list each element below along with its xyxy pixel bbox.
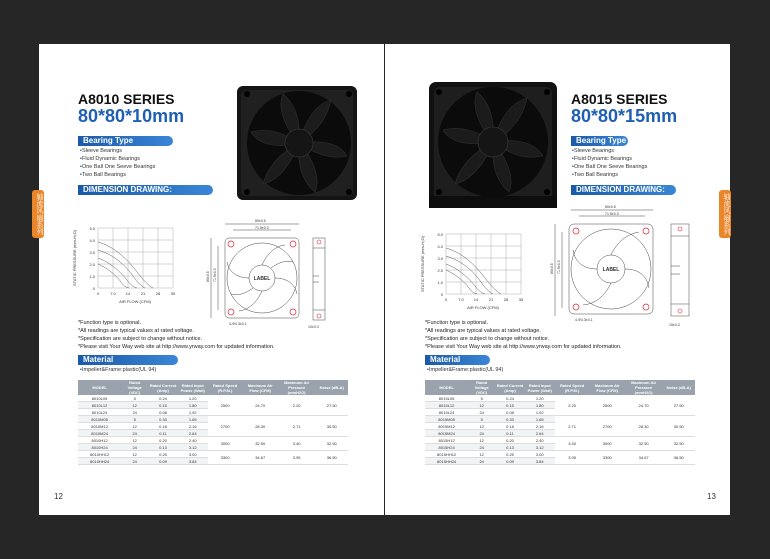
table-cell: 0.33 <box>148 416 178 423</box>
table-cell: 3.84 <box>525 458 555 465</box>
table-cell: 2.71 <box>278 416 316 437</box>
table-row <box>425 437 695 444</box>
dim-label: 10±0.3 <box>308 325 319 329</box>
table-cell: 3.40 <box>555 437 590 451</box>
table-cell: 2700 <box>590 416 625 437</box>
column-header: Rated Voltage (VDC) <box>121 380 148 395</box>
table-cell: 2.16 <box>178 423 208 430</box>
bearing-item: ▪ One Ball One Seeve Bearings <box>80 163 155 171</box>
x-tick: 35 <box>518 297 524 302</box>
column-header: Rated Voltage (VDC) <box>468 380 495 395</box>
table-cell: 32.50 <box>625 437 663 451</box>
y-tick: 2.0 <box>89 262 95 267</box>
table-cell: 3.00 <box>178 451 208 458</box>
y-axis-label: STATIC PRESSURE (mm-H₂O) <box>420 235 425 293</box>
column-header: Maximum Air Flow (CFM) <box>590 380 625 395</box>
front-view-drawing <box>549 204 659 326</box>
table-cell: 36.50 <box>663 451 695 465</box>
table-cell: 8010L05 <box>78 395 121 402</box>
series-dimensions: 80*80*15mm <box>571 106 678 126</box>
table-cell: 5 <box>121 416 148 423</box>
y-tick: 3.0 <box>437 256 443 261</box>
dim-label: 71.5±0.3 <box>255 226 269 230</box>
bearing-type-header: Bearing Type <box>571 136 628 146</box>
dim-label: 4-Φ4.3±0.1 <box>229 322 247 326</box>
table-cell: 3.00 <box>525 451 555 458</box>
table-row <box>78 451 348 458</box>
column-header: Rated Input Power (Watt) <box>178 380 208 395</box>
table-cell: 30.50 <box>663 416 695 437</box>
table-cell: 3.84 <box>178 458 208 465</box>
x-axis-label: AIR FLOW (CFM) <box>119 299 151 304</box>
table-cell: 24 <box>121 458 148 465</box>
y-tick: 2.0 <box>437 268 443 273</box>
bearing-item: ▪ Two Ball Bearings <box>572 171 647 179</box>
table-cell: 8015L12 <box>425 402 468 409</box>
x-tick: 14 <box>125 291 131 296</box>
side-tab: 轴流风扇系列 <box>719 190 731 238</box>
table-cell: 0.08 <box>495 409 525 416</box>
table-cell: 2.64 <box>178 430 208 437</box>
y-tick: 5.0 <box>437 232 443 237</box>
table-cell: 0.15 <box>148 402 178 409</box>
table-cell: 28.30 <box>243 416 278 437</box>
table-row <box>425 451 695 458</box>
table-cell: 34.67 <box>243 451 278 465</box>
notes-block <box>425 319 622 351</box>
pq-chart <box>415 226 527 312</box>
note-line: *All readings are typical values at rated voltage. <box>78 328 194 334</box>
bearing-item: ▪ Sleeve Bearings <box>80 147 155 155</box>
table-cell: 8010H24 <box>78 444 121 451</box>
table-cell: 1.20 <box>525 395 555 402</box>
table-cell: 24 <box>468 458 495 465</box>
table-cell: 1.80 <box>178 402 208 409</box>
table-cell: 12 <box>468 437 495 444</box>
table-cell: 1.92 <box>178 409 208 416</box>
column-header: Maximum Air Pressure (mmH2O) <box>625 380 663 395</box>
table-cell: 8015M24 <box>425 430 468 437</box>
note-line: *Please visit Your Way web site at http://www.yrway.com for updated information. <box>425 344 622 350</box>
table-cell: 2.16 <box>525 423 555 430</box>
fan-label: LABEL <box>253 276 271 282</box>
table-cell: 12 <box>468 451 495 458</box>
note-line: *All readings are typical values at rated voltage. <box>425 328 541 334</box>
table-cell: 1.80 <box>525 402 555 409</box>
dimension-drawing-header: DIMENSION DRAWING: <box>571 185 676 195</box>
column-header: MODEL <box>425 380 468 395</box>
x-tick: 0 <box>96 291 100 296</box>
bearing-item: ▪ Fluid Dynamic Bearings <box>80 155 155 163</box>
table-cell: 8010HH12 <box>78 451 121 458</box>
table-cell: 8010M12 <box>78 423 121 430</box>
table-cell: 0.13 <box>495 444 525 451</box>
column-header: Rated Speed (R.P.M.) <box>208 380 243 395</box>
table-cell: 12 <box>468 402 495 409</box>
table-cell: 0.25 <box>148 451 178 458</box>
table-cell: 5 <box>468 395 495 402</box>
table-cell: 0.20 <box>495 437 525 444</box>
x-tick: 21 <box>140 291 146 296</box>
table-cell: 12 <box>468 423 495 430</box>
table-cell: 27.50 <box>663 395 695 416</box>
note-line: *Function type is optional. <box>78 320 141 326</box>
dim-label: 15±0.3 <box>669 323 680 327</box>
catalog-page-left <box>39 44 384 515</box>
table-cell: 8015L24 <box>425 409 468 416</box>
table-cell: 1.20 <box>178 395 208 402</box>
x-tick: 7.0 <box>110 291 116 296</box>
page-number: 12 <box>54 492 63 501</box>
dim-label: 80±0.5 <box>255 219 266 223</box>
bearing-list <box>572 147 647 179</box>
x-tick: 28 <box>503 297 509 302</box>
table-cell: 3.12 <box>178 444 208 451</box>
front-view-drawing <box>205 218 305 330</box>
note-line: *Function type is optional. <box>425 320 488 326</box>
column-header: Maximum Air Flow (CFM) <box>243 380 278 395</box>
table-cell: 8015M05 <box>425 416 468 423</box>
table-cell: 1.65 <box>525 416 555 423</box>
table-cell: 2500 <box>208 395 243 416</box>
table-cell: 2.40 <box>178 437 208 444</box>
table-cell: 0.24 <box>495 395 525 402</box>
note-line: *Specification are subject to change without notice. <box>78 336 203 342</box>
table-cell: 8010HH24 <box>78 458 121 465</box>
series-title: A8015 SERIES <box>571 91 668 107</box>
x-tick: 7.0 <box>458 297 464 302</box>
table-cell: 8015HH24 <box>425 458 468 465</box>
x-tick: 0 <box>444 297 448 302</box>
table-cell: 24.70 <box>625 395 663 416</box>
table-cell: 32.50 <box>316 437 348 451</box>
dim-label: 4-Φ4.3±0.1 <box>575 318 593 322</box>
table-cell: 1.65 <box>178 416 208 423</box>
table-cell: 0.18 <box>148 423 178 430</box>
table-cell: 0.11 <box>148 430 178 437</box>
catalog-page-right <box>385 44 730 515</box>
table-cell: 8015H24 <box>425 444 468 451</box>
table-cell: 24 <box>468 409 495 416</box>
table-cell: 3.95 <box>278 451 316 465</box>
column-header: Noise (dB-A) <box>316 380 348 395</box>
table-cell: 1.92 <box>525 409 555 416</box>
column-header: Rated Input Power (Watt) <box>525 380 555 395</box>
y-tick: 3.0 <box>89 250 95 255</box>
table-row <box>425 416 695 423</box>
y-tick: 5.0 <box>89 226 95 231</box>
y-tick: 0 <box>92 286 95 291</box>
page-number: 13 <box>707 492 716 501</box>
table-cell: 3300 <box>208 451 243 465</box>
table-cell: 28.30 <box>625 416 663 437</box>
table-cell: 3300 <box>590 451 625 465</box>
dim-label: 71.5±0.3 <box>213 268 217 282</box>
bearing-type-header: Bearing Type <box>78 136 173 146</box>
y-tick: 1.0 <box>89 274 95 279</box>
y-tick: 4.0 <box>89 238 95 243</box>
x-tick: 21 <box>488 297 494 302</box>
dim-label: 80±0.5 <box>550 263 554 274</box>
table-cell: 2.20 <box>555 395 590 416</box>
bearing-item: ▪ Sleeve Bearings <box>572 147 647 155</box>
table-cell: 8010L24 <box>78 409 121 416</box>
dim-label: 71.5±0.3 <box>557 260 561 274</box>
table-cell: 8010H12 <box>78 437 121 444</box>
table-cell: 12 <box>121 402 148 409</box>
pq-chart <box>67 220 179 306</box>
table-cell: 12 <box>121 437 148 444</box>
side-view-drawing <box>305 236 335 332</box>
bearing-item: ▪ One Ball One Seeve Bearings <box>572 163 647 171</box>
dimension-drawing-header: DIMENSION DRAWING: <box>78 185 213 195</box>
table-cell: 0.09 <box>495 458 525 465</box>
spec-table <box>425 380 695 465</box>
table-cell: 0.08 <box>148 409 178 416</box>
table-cell: 2500 <box>590 395 625 416</box>
table-cell: 8010M05 <box>78 416 121 423</box>
table-cell: 24.70 <box>243 395 278 416</box>
table-cell: 0.15 <box>495 402 525 409</box>
table-cell: 24 <box>121 430 148 437</box>
table-cell: 2.20 <box>278 395 316 416</box>
table-row <box>78 416 348 423</box>
table-cell: 36.50 <box>316 451 348 465</box>
table-cell: 3000 <box>590 437 625 451</box>
table-cell: 3.12 <box>525 444 555 451</box>
series-dimensions: 80*80*10mm <box>78 106 185 126</box>
x-tick: 14 <box>473 297 479 302</box>
table-cell: 2.71 <box>555 416 590 437</box>
table-cell: 5 <box>121 395 148 402</box>
material-text: ▪ Impeller&Frame:plastic(UL 94) <box>80 367 156 373</box>
table-cell: 0.13 <box>148 444 178 451</box>
table-cell: 32.50 <box>243 437 278 451</box>
table-cell: 0.33 <box>495 416 525 423</box>
y-tick: 4.0 <box>437 244 443 249</box>
table-cell: 3000 <box>208 437 243 451</box>
column-header: Rated Current (Amp) <box>148 380 178 395</box>
table-cell: 0.18 <box>495 423 525 430</box>
table-cell: 24 <box>121 444 148 451</box>
column-header: MODEL <box>78 380 121 395</box>
table-cell: 8015M12 <box>425 423 468 430</box>
y-tick: 0 <box>440 292 443 297</box>
x-axis-label: AIR FLOW (CFM) <box>467 305 499 310</box>
series-title: A8010 SERIES <box>78 91 175 107</box>
table-cell: 8015HH12 <box>425 451 468 458</box>
x-tick: 28 <box>155 291 161 296</box>
notes-block <box>78 319 275 351</box>
table-cell: 3.95 <box>555 451 590 465</box>
column-header: Rated Current (Amp) <box>495 380 525 395</box>
y-tick: 1.0 <box>437 280 443 285</box>
note-line: *Please visit Your Way web site at http://www.yrway.com for updated information. <box>78 344 275 350</box>
fan-photo <box>235 82 363 204</box>
fan-label: LABEL <box>602 267 620 273</box>
dim-label: 80±0.5 <box>605 205 616 209</box>
table-cell: 24 <box>121 409 148 416</box>
table-cell: 5 <box>468 416 495 423</box>
table-cell: 0.25 <box>495 451 525 458</box>
table-cell: 0.11 <box>495 430 525 437</box>
table-cell: 8010M24 <box>78 430 121 437</box>
table-row <box>78 437 348 444</box>
table-cell: 24 <box>468 430 495 437</box>
bearing-item: ▪ Fluid Dynamic Bearings <box>572 155 647 163</box>
table-cell: 0.09 <box>148 458 178 465</box>
table-cell: 8015H12 <box>425 437 468 444</box>
table-cell: 8015L05 <box>425 395 468 402</box>
material-header: Material <box>425 355 490 365</box>
spec-table <box>78 380 348 465</box>
table-cell: 24 <box>468 444 495 451</box>
side-view-drawing <box>663 222 699 330</box>
table-cell: 0.20 <box>148 437 178 444</box>
table-cell: 3.40 <box>278 437 316 451</box>
bearing-item: ▪ Two Ball Bearings <box>80 171 155 179</box>
table-cell: 12 <box>121 451 148 458</box>
material-text: ▪ Impeller&Frame:plastic(UL 94) <box>427 367 503 373</box>
y-axis-label: STATIC PRESSURE (mm-H₂O) <box>72 229 77 287</box>
material-header: Material <box>78 355 178 365</box>
x-tick: 35 <box>170 291 176 296</box>
table-cell: 34.67 <box>625 451 663 465</box>
table-cell: 30.50 <box>316 416 348 437</box>
column-header: Noise (dB-A) <box>663 380 695 395</box>
bearing-list <box>80 147 155 179</box>
table-cell: 2.64 <box>525 430 555 437</box>
table-cell: 8010L12 <box>78 402 121 409</box>
table-cell: 0.24 <box>148 395 178 402</box>
fan-photo <box>425 78 561 212</box>
table-cell: 32.50 <box>663 437 695 451</box>
table-cell: 2.40 <box>525 437 555 444</box>
side-tab: 轴流风扇系列 <box>32 190 44 238</box>
table-cell: 27.50 <box>316 395 348 416</box>
column-header: Maximum Air Pressure (mmH2O) <box>278 380 316 395</box>
table-cell: 12 <box>121 423 148 430</box>
note-line: *Specification are subject to change without notice. <box>425 336 550 342</box>
column-header: Rated Speed (R.P.M.) <box>555 380 590 395</box>
table-cell: 2700 <box>208 416 243 437</box>
dim-label: 80±0.5 <box>206 271 210 282</box>
dim-label: 71.5±0.3 <box>605 212 619 216</box>
